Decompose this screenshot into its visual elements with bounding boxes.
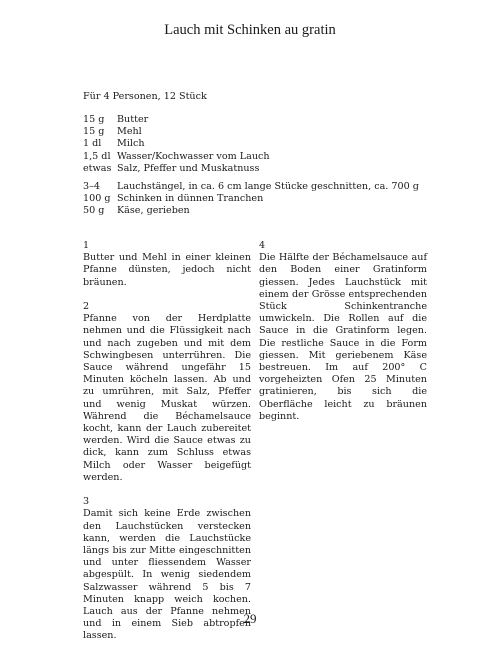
ingredient-row (83, 126, 270, 138)
ingredient-qty: 50 g (83, 205, 105, 217)
ingredient-row (83, 181, 419, 193)
ingredient-row (83, 205, 419, 217)
ingredient-item: Lauchstängel, in ca. 6 cm lange Stücke geschnitten, ca. 700 g (117, 181, 419, 192)
steps-column-right (259, 240, 427, 435)
step-text: Pfanne von der Herdplatte nehmen und die Flüssigkeit nach und nach zugeben und mit dem Schwingbesen unterrühren. Die Sauce während ungefähr 15 Minuten köcheln lassen. Ab und zu umrühren, mit Salz, Pfeffer und wenig Muskat würzen. Während die Béchamelsauce kocht, kann der Lauch zubereitet werden. Wird die Sauce etwas zu dick, kann zum Schluss etwas Milch oder Wasser beigefügt werden. (83, 313, 251, 483)
step (83, 240, 251, 289)
ingredient-qty: 100 g (83, 193, 111, 205)
ingredient-item: Schinken in dünnen Tranchen (117, 193, 264, 205)
ingredient-item: Butter (117, 114, 149, 125)
step-number: 4 (259, 240, 266, 251)
step-number: 1 (83, 240, 90, 251)
ingredient-item: Wasser/Kochwasser vom Lauch (117, 150, 270, 162)
ingredient-qty: 1,5 dl (83, 150, 111, 162)
ingredient-item: Mehl (117, 126, 142, 138)
step-number: 3 (83, 496, 90, 508)
steps-column-left (83, 240, 251, 655)
step (259, 240, 427, 423)
step-number: 2 (83, 301, 90, 312)
ingredient-list-1 (83, 114, 270, 175)
ingredient-item: Salz, Pfeffer und Muskatnuss (117, 162, 260, 174)
ingredient-item: Milch (117, 138, 145, 150)
ingredient-qty: 15 g (83, 126, 105, 138)
page-title: Lauch mit Schinken au gratin (164, 22, 336, 38)
ingredient-qty: etwas (83, 162, 112, 174)
ingredient-row (83, 138, 270, 150)
ingredient-row (83, 114, 270, 126)
page-number: 29 (243, 611, 257, 626)
step-text: Die Hälfte der Béchamelsauce auf den Boden einer Gratinform giessen. Jedes Lauchstück mit einem der Grösse entsprechenden Stück Schinkentranche umwickeln. Die Rollen auf die Sauce in die Gratinform legen. Die restliche Sauce in die Form giessen. Mit geriebenem Käse bestreuen. Im auf 200° C vorgeheizten Ofen 25 Minuten gratinieren, bis sich die Oberfläche leicht zu bräunen beginnt. (259, 252, 427, 422)
ingredient-row (83, 151, 270, 163)
ingredient-item: Käse, gerieben (117, 205, 190, 217)
ingredient-row (83, 193, 419, 205)
step-text: Butter und Mehl in einer kleinen Pfanne dünsten, jedoch nicht bräunen. (83, 252, 251, 288)
servings: Für 4 Personen, 12 Stück (83, 91, 207, 102)
ingredient-qty: 15 g (83, 114, 105, 125)
ingredient-qty: 3–4 (83, 181, 101, 192)
ingredient-list-2 (83, 181, 419, 218)
step-text: Damit sich keine Erde zwischen den Lauchstücken verstecken kann, werden die Lauchstücke längs bis zur Mitte eingeschnitten und unter fliessendem Wasser abgespült. In wenig siedendem Salzwasser während 5 bis 7 Minuten knapp weich kochen. Lauch aus der Pfanne nehmen und in einem Sieb abtropfen lassen. (83, 508, 251, 642)
ingredient-qty: 1 dl (83, 138, 102, 150)
step (83, 301, 251, 484)
ingredient-row (83, 163, 270, 175)
